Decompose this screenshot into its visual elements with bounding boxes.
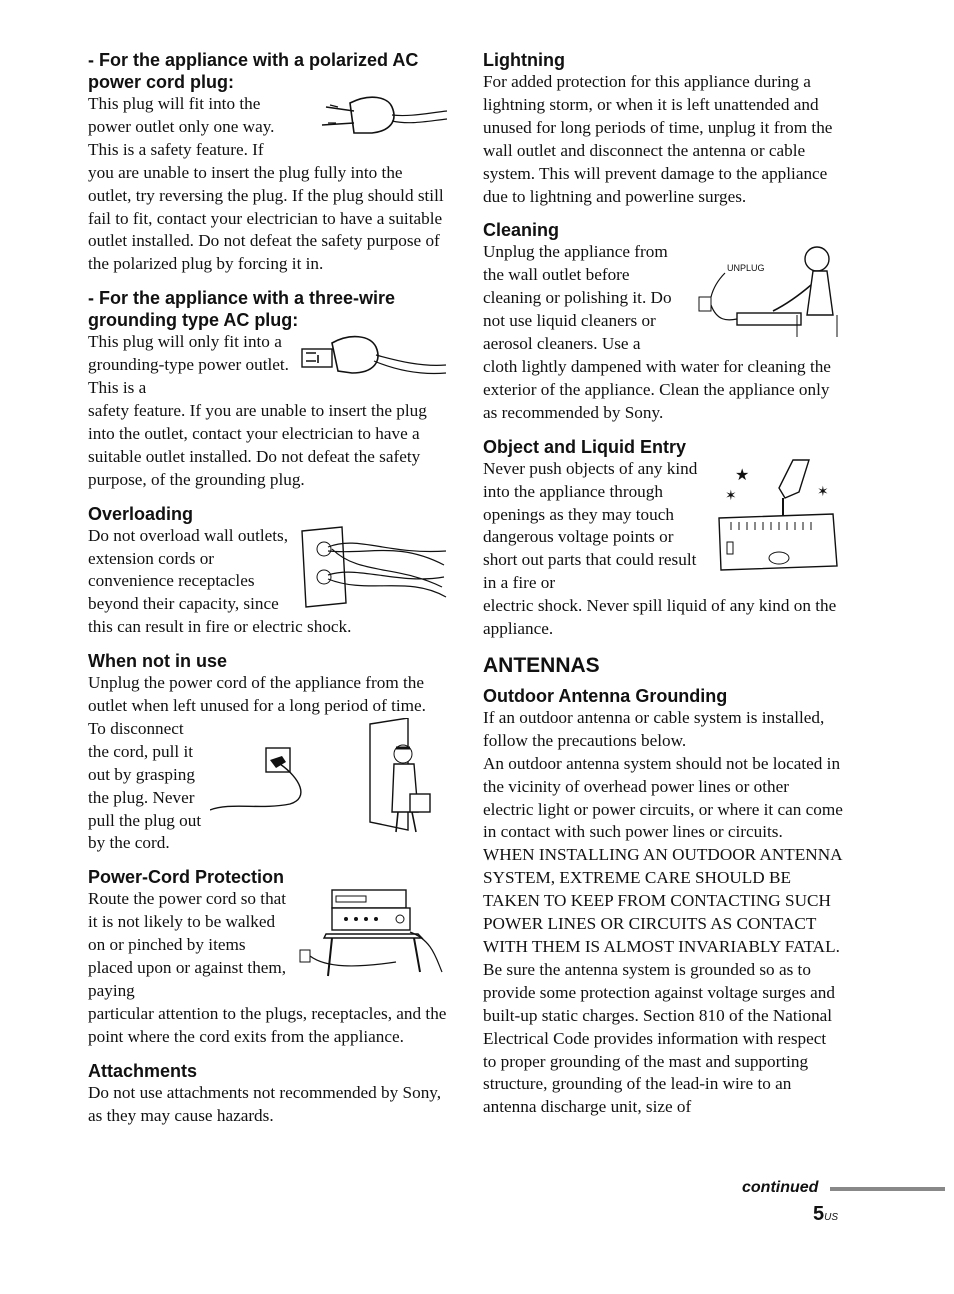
section-attachments: [88, 1060, 448, 1128]
section-text-float: This plug will fit into the power outlet only one way. This is a safety feature. If: [88, 94, 275, 159]
section-text-float: Unplug the appliance from the wall outlet before cleaning or polishing it. Do not use liquid cleaners or aerosol cleaners. Use a: [483, 242, 672, 354]
continued-label: continued: [742, 1179, 819, 1196]
section-text: Unplug the power cord of the appliance from the outlet when left unused for a long period of time.: [88, 673, 426, 716]
section-text: particular attention to the plugs, receptacles, and the point where the cord exits from the appliance.: [88, 1003, 447, 1046]
section-three-wire-plug: [88, 287, 448, 491]
section-text: Do not overload wall outlets, extension cords or convenience receptacles beyond their capacity, since this can result in fire or electric shock.: [88, 525, 352, 637]
polarized-plug-illustration: [310, 93, 448, 145]
section-power-cord-protection: [88, 866, 448, 1048]
major-heading: ANTENNAS: [483, 653, 600, 677]
grounding-plug-illustration: [298, 331, 448, 379]
section-text: cloth lightly dampened with water for cleaning the exterior of the appliance. Clean the appliance only as recommended by Sony.: [483, 356, 831, 422]
section-heading: Lightning: [483, 50, 565, 70]
section-heading: Outdoor Antenna Grounding: [483, 685, 728, 706]
overloaded-outlet-illustration: [298, 525, 448, 609]
left-column: [88, 49, 448, 1139]
section-text-float: To disconnect the cord, pull it out by grasping the plug. Never pull the plug out by the cord.: [88, 718, 202, 853]
section-heading: Overloading: [88, 503, 194, 524]
section-text: Be sure the antenna system is grounded so as to provide some protection against voltage surges and built-up static charges. Section 810 of the National Electrical Code provides information with respect to proper grounding of the mast and supporting structure, grounding of the lead-in wire to an antenna discharge unit, size of: [483, 959, 835, 1117]
section-heading: - For the appliance with a three-wire grounding type AC plug:: [88, 288, 396, 331]
section-antennas: [483, 653, 843, 679]
section-object-liquid-entry: [483, 436, 843, 641]
continued-bar: [830, 1187, 945, 1191]
section-overloading: [88, 503, 448, 640]
section-text-float: Route the power cord so that it is not likely to be walked on or pinched by items placed upon or against them, paying: [88, 889, 287, 1000]
section-text-float: This plug will only fit into a grounding-type power outlet. This is a: [88, 332, 289, 398]
section-heading: Object and Liquid Entry: [483, 436, 687, 457]
section-cleaning: [483, 219, 843, 424]
section-text: If an outdoor antenna or cable system is installed, follow the precautions below.: [483, 707, 825, 750]
section-text: An outdoor antenna system should not be located in the vicinity of overhead power lines or other electric light or power circuits, or where it can come in contact with such power lines or circuits.: [483, 753, 843, 842]
section-heading: - For the appliance with a polarized AC power cord plug:: [88, 50, 419, 92]
section-lightning: [483, 49, 843, 208]
section-heading: When not in use: [88, 651, 227, 672]
svg-text:✶: ✶: [817, 484, 829, 500]
unplug-label: UNPLUG: [727, 263, 765, 274]
unplug-leaving-illustration: [210, 718, 448, 840]
section-heading: Cleaning: [483, 220, 560, 241]
section-text: you are unable to insert the plug fully into the outlet, try reversing the plug. If the plug should still fail to fit, contact your electrician to have a suitable outlet installed. Do not defeat the safety purpose of the polarized plug by forcing it in.: [88, 162, 444, 274]
section-text-float: Never push objects of any kind into the appliance through openings as they may touch dangerous voltage points or short out parts that could result in a fire or: [483, 458, 698, 593]
section-text: Do not use attachments not recommended by Sony, as they may cause hazards.: [88, 1082, 442, 1125]
svg-text:★: ★: [735, 466, 750, 484]
warning-text: WHEN INSTALLING AN OUTDOOR ANTENNA SYSTEM, EXTREME CARE SHOULD BE TAKEN TO KEEP FROM CONTACTING SUCH POWER LINES OR CIRCUITS AS CONTACT WITH THEM IS ALMOST INVARIABLY FATAL.: [483, 845, 842, 956]
svg-text:✶: ✶: [725, 488, 737, 504]
section-text: electric shock. Never spill liquid of any kind on the appliance.: [483, 596, 837, 639]
cleaning-illustration: [687, 241, 843, 341]
section-text: For added protection for this appliance during a lightning storm, or when it is left unattended and unused for long periods of time, unplug it from the wall outlet and disconnect the antenna or cable system. This will prevent damage to the appliance due to lightning and powerline surges.: [483, 72, 833, 206]
stereo-on-table-illustration: [296, 888, 448, 980]
section-heading: Attachments: [88, 1060, 198, 1081]
page-number: [813, 1203, 838, 1226]
right-column: [483, 49, 843, 1130]
object-entry-illustration: [713, 458, 843, 572]
section-outdoor-antenna-grounding: [483, 685, 843, 1119]
page-number-value: 5: [813, 1203, 825, 1225]
section-heading: Power-Cord Protection: [88, 867, 285, 888]
section-when-not-in-use: [88, 650, 448, 855]
section-polarized-plug: [88, 49, 448, 276]
section-text: safety feature. If you are unable to insert the plug into the outlet, contact your electrician to have a suitable outlet installed. Do not defeat the safety purpose, of the grounding plug.: [88, 400, 427, 489]
page-number-suffix: US: [824, 1212, 839, 1223]
